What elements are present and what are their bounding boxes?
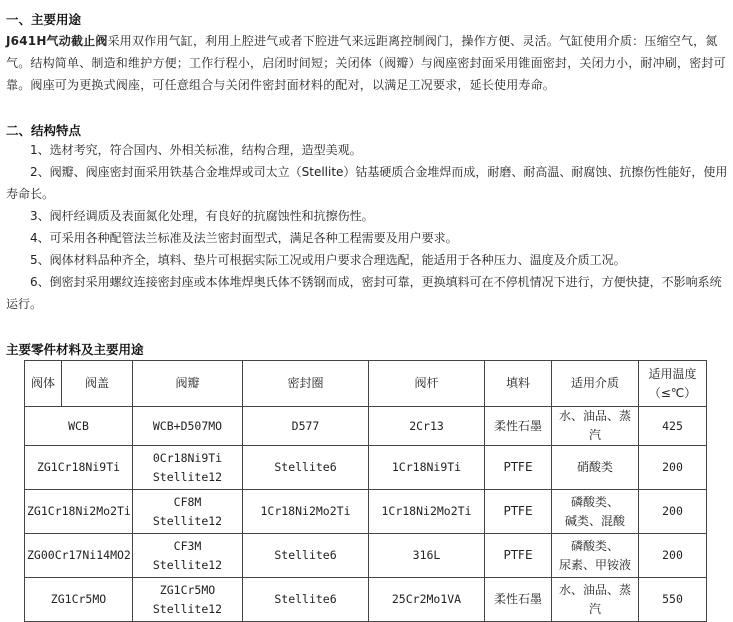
disc-line: Stellite12 — [152, 557, 223, 572]
seal-cell: D577 — [243, 407, 369, 446]
temp-cell: 200 — [639, 446, 707, 490]
disc-line: Stellite12 — [152, 601, 223, 616]
header-line: 适用温度 — [648, 366, 697, 381]
disc-line: Stellite12 — [152, 469, 223, 484]
disc-line: Stellite12 — [152, 513, 223, 528]
packing-cell: 柔性石墨 — [485, 407, 552, 446]
product-name: J641H气动截止阀 — [6, 34, 108, 48]
body-bonnet-cell: WCB — [25, 407, 133, 446]
stem-cell: 1Cr18Ni2Mo2Ti — [369, 490, 485, 534]
packing-cell: PTFE — [485, 446, 552, 490]
header-cell: 密封圈 — [243, 361, 369, 407]
disc-line: 0Cr18Ni9Ti — [152, 450, 223, 465]
medium-line: 尿素、甲铵液 — [558, 557, 631, 572]
medium-line: 硝酸类 — [576, 460, 613, 474]
feature-item: 4、可采用各种配管法兰标准及法兰密封面型式，满足各种工程需要及用户要求。 — [30, 231, 458, 245]
disc-cell — [133, 490, 243, 534]
medium-cell — [552, 534, 639, 578]
header-cell: 适用介质 — [552, 361, 639, 407]
stem-cell: 25Cr2Mo1VA — [369, 578, 485, 622]
disc-line: WCB+D507MO — [152, 418, 223, 433]
section-heading-features: 二、结构特点 — [6, 123, 82, 138]
disc-cell — [133, 578, 243, 622]
table-row — [25, 578, 707, 622]
medium-line: 磷酸类、 — [570, 538, 619, 553]
feature-item: 2、阀瓣、阀座密封面采用铁基合金堆焊或司太立（Stellite）钴基硬质合金堆焊而成，耐磨、耐高温、耐腐蚀、抗擦伤性能好，使用寿命长。 — [6, 165, 728, 201]
temp-cell: 200 — [639, 534, 707, 578]
seal-cell: Stellite6 — [243, 578, 369, 622]
usage-text: 采用双作用气缸，利用上腔进气或者下腔进气来远距离控制阀门，操作方便、灵活。气缸使用介质：压缩空气，氮气。结构简单、制造和维护方便；工作行程小，启闭时间短；关闭体（阀瓣）与阀座密封面采用锥面密封，关闭力小，耐冲刷，密封可靠。阀座可为更换式阀座，可任意组合与关闭件密封面材料的配对，以满足工况要求，延长使用寿命。 — [6, 34, 726, 92]
disc-cell — [133, 407, 243, 446]
medium-line: 磷酸类、 — [570, 494, 619, 509]
stem-cell: 1Cr18Ni9Ti — [369, 446, 485, 490]
header-cell: 填料 — [485, 361, 552, 407]
feature-item: 1、选材考究，符合国内、外相关标准，结构合理，造型美观。 — [30, 143, 362, 157]
medium-cell — [552, 578, 639, 622]
table-row — [25, 446, 707, 490]
header-cell — [639, 361, 707, 407]
header-cell: 阀瓣 — [133, 361, 243, 407]
feature-item: 6、倒密封采用螺纹连接密封座或本体堆焊奥氏体不锈钢而成，密封可靠，更换填料可在不停机情况下进行，方便快捷，不影响系统运行。 — [6, 275, 722, 311]
feature-item: 5、阀体材料品种齐全，填料、垫片可根据实际工况或用户要求合理选配，能适用于各种压力、温度及介质工况。 — [30, 253, 626, 267]
usage-paragraph — [6, 30, 728, 96]
seal-cell: Stellite6 — [243, 446, 369, 490]
header-cell: 阀体 — [25, 361, 62, 407]
medium-line: 水、油品、蒸汽 — [558, 582, 631, 616]
header-cell: 阀盖 — [62, 361, 133, 407]
parts-table — [24, 360, 707, 622]
table-row — [25, 407, 707, 446]
body-bonnet-cell: ZG00Cr17Ni14MO2 — [25, 534, 133, 578]
temp-cell: 200 — [639, 490, 707, 534]
feature-item: 3、阀杆经调质及表面氮化处理，有良好的抗腐蚀性和抗擦伤性。 — [30, 209, 374, 223]
table-row — [25, 534, 707, 578]
stem-cell: 2Cr13 — [369, 407, 485, 446]
table-title: 主要零件材料及主要用途 — [6, 342, 144, 357]
packing-cell: PTFE — [485, 490, 552, 534]
body-bonnet-cell: ZG1Cr5MO — [25, 578, 133, 622]
header-line: （≤℃） — [648, 385, 697, 400]
temp-cell: 550 — [639, 578, 707, 622]
disc-line: CF8M — [173, 494, 202, 509]
medium-line: 水、油品、蒸汽 — [558, 409, 631, 442]
body-bonnet-cell: ZG1Cr18Ni9Ti — [25, 446, 133, 490]
seal-cell: 1Cr18Ni2Mo2Ti — [243, 490, 369, 534]
medium-cell — [552, 446, 639, 490]
disc-line: ZG1Cr5MO — [159, 582, 216, 597]
disc-cell — [133, 534, 243, 578]
disc-line: CF3M — [173, 538, 202, 553]
medium-line: 碱类、混酸 — [564, 513, 625, 528]
medium-cell — [552, 490, 639, 534]
section-heading-usage: 一、主要用途 — [6, 12, 82, 27]
packing-cell: 柔性石墨 — [485, 578, 552, 622]
table-header-row — [25, 361, 707, 407]
temp-cell: 425 — [639, 407, 707, 446]
packing-cell: PTFE — [485, 534, 552, 578]
header-cell: 阀杆 — [369, 361, 485, 407]
disc-cell — [133, 446, 243, 490]
table-row — [25, 490, 707, 534]
medium-cell — [552, 407, 639, 446]
seal-cell: Stellite6 — [243, 534, 369, 578]
stem-cell: 316L — [369, 534, 485, 578]
body-bonnet-cell: ZG1Cr18Ni2Mo2Ti — [25, 490, 133, 534]
